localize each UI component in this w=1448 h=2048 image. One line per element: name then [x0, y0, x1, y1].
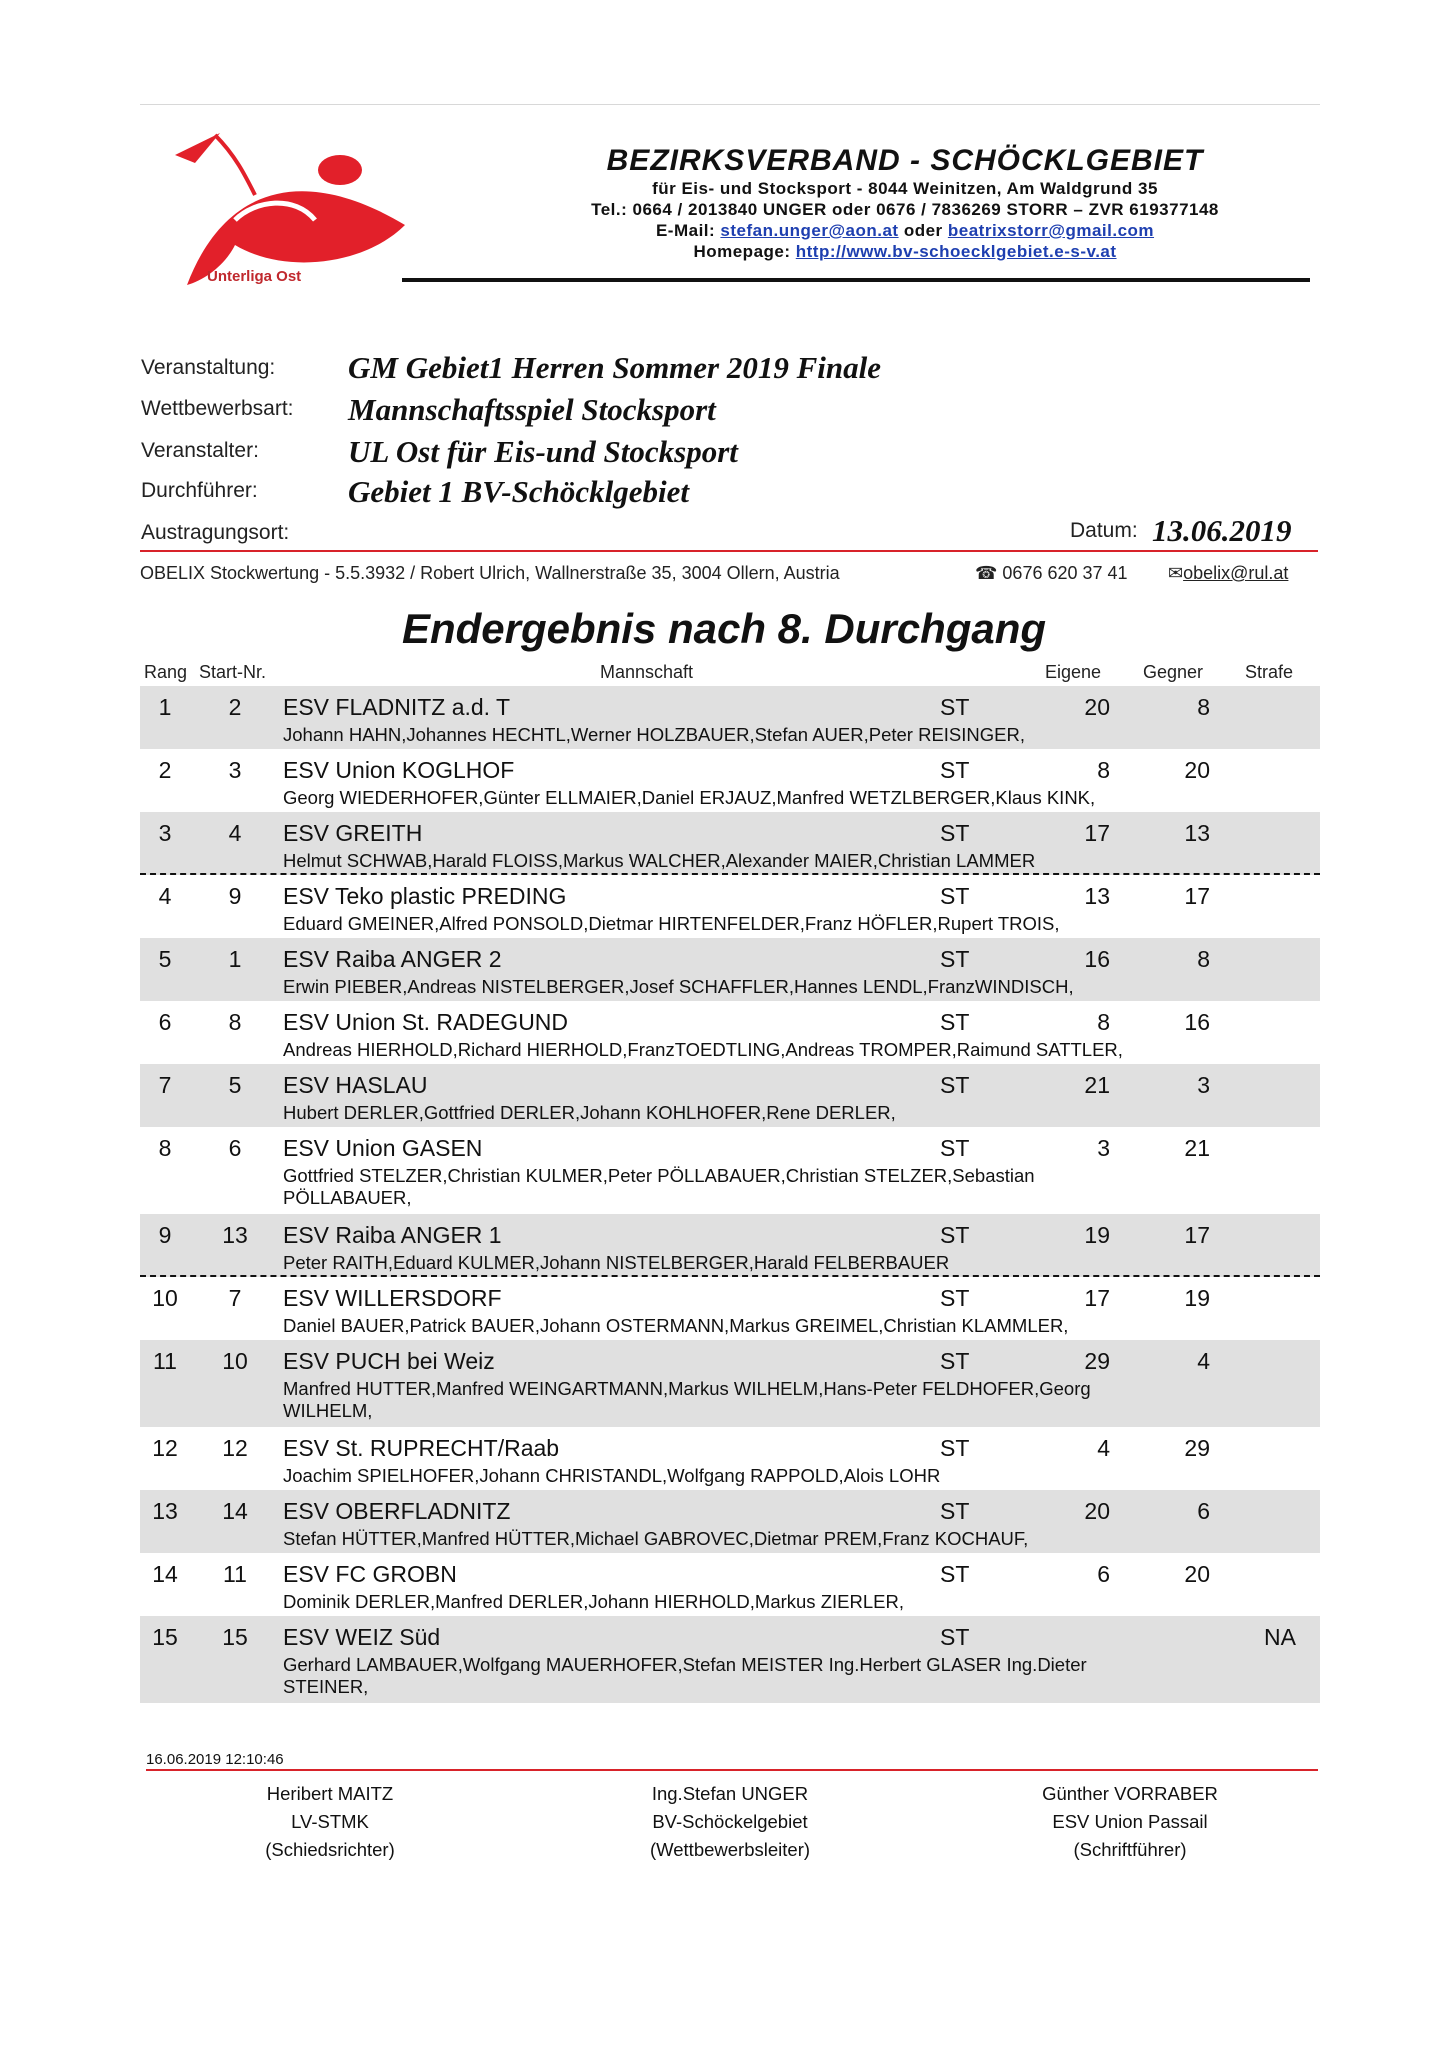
table-row — [140, 1064, 1320, 1127]
table-row — [140, 1277, 1320, 1340]
players-cell: Hubert DERLER,Gottfried DERLER,Johann KOHLHOFER,Rene DERLER, — [283, 1102, 896, 1123]
st-cell: ST — [940, 1009, 970, 1035]
logo-text: Unterliga Ost — [207, 268, 302, 285]
gegner-cell: 17 — [1184, 1222, 1210, 1248]
eigene-cell: 29 — [1084, 1348, 1110, 1374]
team-cell: ESV WEIZ Süd — [283, 1624, 441, 1650]
table-row — [140, 1001, 1320, 1064]
email-link-2[interactable]: beatrixstorr@gmail.com — [947, 221, 1155, 240]
signature-org: LV-STMK — [291, 1811, 369, 1832]
col-start: Start-Nr. — [199, 662, 267, 682]
col-strafe: Strafe — [1245, 662, 1294, 682]
rang-cell: 11 — [153, 1348, 177, 1374]
signature-referee — [180, 1780, 480, 1864]
st-cell: ST — [940, 1222, 970, 1248]
durchfuehrer-value: Gebiet 1 BV-Schöcklgebiet — [348, 474, 689, 509]
homepage-link[interactable]: http://www.bv-schoecklgebiet.e-s-v.at — [795, 242, 1117, 261]
gegner-cell: 8 — [1197, 946, 1210, 972]
table-row — [140, 1553, 1320, 1616]
start-cell: 4 — [228, 820, 242, 846]
page-title: Endergebnis nach 8. Durchgang — [401, 605, 1047, 652]
signature-role: (Schriftführer) — [1073, 1839, 1187, 1860]
table-row — [140, 749, 1320, 812]
gegner-cell: 16 — [1184, 1009, 1210, 1035]
signature-role: (Wettbewerbsleiter) — [649, 1839, 811, 1860]
team-cell: ESV WILLERSDORF — [283, 1285, 502, 1311]
st-cell: ST — [940, 1435, 970, 1461]
players-cell: Helmut SCHWAB,Harald FLOISS,Markus WALCHER,Alexander MAIER,Christian LAMMER — [283, 850, 1036, 871]
footer-red-rule — [146, 1769, 1318, 1771]
rang-cell: 4 — [158, 883, 172, 909]
team-cell: ESV Teko plastic PREDING — [283, 883, 567, 909]
gegner-cell: 29 — [1184, 1435, 1210, 1461]
players-cell: Johann HAHN,Johannes HECHTL,Werner HOLZBAUER,Stefan AUER,Peter REISINGER, — [283, 724, 1025, 745]
start-cell: 3 — [228, 757, 242, 783]
table-row — [140, 1127, 1320, 1214]
players-cell: Erwin PIEBER,Andreas NISTELBERGER,Josef SCHAFFLER,Hannes LENDL,FranzWINDISCH, — [283, 976, 1074, 997]
email-prefix: E-Mail: — [655, 221, 716, 240]
rang-cell: 5 — [158, 946, 172, 972]
contact-email-text[interactable]: obelix@rul.at — [1183, 563, 1289, 583]
email-link-1[interactable]: stefan.unger@aon.at — [720, 221, 899, 240]
gegner-cell: 3 — [1197, 1072, 1210, 1098]
start-cell: 11 — [223, 1561, 247, 1587]
team-cell: ESV HASLAU — [283, 1072, 428, 1098]
st-cell: ST — [940, 1285, 970, 1311]
eigene-cell: 17 — [1084, 1285, 1110, 1311]
start-cell: 6 — [228, 1135, 242, 1161]
veranstalter-value: UL Ost für Eis-und Stocksport — [348, 434, 738, 469]
veranstaltung-value: GM Gebiet1 Herren Sommer 2019 Finale — [348, 350, 882, 385]
signature-org: BV-Schöckelgebiet — [652, 1811, 808, 1832]
start-cell: 5 — [228, 1072, 242, 1098]
start-cell: 2 — [228, 694, 242, 720]
table-row — [140, 875, 1320, 938]
durchfuehrer-label: Durchführer: — [141, 479, 258, 502]
gegner-cell: 19 — [1184, 1285, 1210, 1311]
homepage-prefix: Homepage: — [693, 242, 791, 261]
start-cell: 10 — [222, 1348, 248, 1374]
org-title: BEZIRKSVERBAND - SCHÖCKLGEBIET — [606, 144, 1204, 177]
players-cell: Manfred HUTTER,Manfred WEINGARTMANN,Markus WILHELM,Hans-Peter FELDHOFER,Georg WILHELM, — [283, 1378, 1091, 1421]
st-cell: ST — [940, 1498, 970, 1524]
org-banner — [480, 144, 1330, 262]
col-rang: Rang — [144, 662, 188, 682]
signature-name: Ing.Stefan UNGER — [651, 1783, 809, 1804]
banner-rule — [402, 278, 1310, 282]
players-cell: Dominik DERLER,Manfred DERLER,Johann HIERHOLD,Markus ZIERLER, — [283, 1591, 904, 1612]
eigene-cell: 3 — [1097, 1135, 1110, 1161]
strafe-cell: NA — [1264, 1624, 1296, 1650]
start-cell: 7 — [228, 1285, 242, 1311]
gegner-cell: 6 — [1197, 1498, 1210, 1524]
players-cell: Gottfried STELZER,Christian KULMER,Peter PÖLLABAUER,Christian STELZER,Sebastian PÖLLABAUER, — [283, 1165, 1035, 1208]
team-cell: ESV FC GROBN — [283, 1561, 457, 1587]
eigene-cell: 17 — [1084, 820, 1110, 846]
start-cell: 14 — [222, 1498, 248, 1524]
st-cell: ST — [940, 757, 970, 783]
team-cell: ESV Raiba ANGER 1 — [283, 1222, 502, 1248]
signature-competition-leader — [580, 1780, 880, 1864]
rang-cell: 14 — [152, 1561, 178, 1587]
st-cell: ST — [940, 820, 970, 846]
rang-cell: 10 — [152, 1285, 178, 1311]
players-cell: Peter RAITH,Eduard KULMER,Johann NISTELBERGER,Harald FELBERBAUER — [283, 1252, 950, 1273]
org-homepage-line — [480, 241, 1330, 262]
players-cell: Eduard GMEINER,Alfred PONSOLD,Dietmar HIRTENFELDER,Franz HÖFLER,Rupert TROIS, — [283, 913, 1060, 934]
datum-label: Datum: — [1070, 519, 1138, 542]
table-row — [140, 812, 1320, 875]
wettbewerbsart-value: Mannschaftsspiel Stocksport — [348, 392, 716, 427]
team-cell: ESV Union KOGLHOF — [283, 757, 515, 783]
phone-number: ☎ 0676 620 37 41 — [975, 563, 1128, 583]
veranstalter-label: Veranstalter: — [141, 439, 259, 462]
table-row — [140, 686, 1320, 749]
print-timestamp: 16.06.2019 12:10:46 — [146, 1751, 284, 1768]
eigene-cell: 13 — [1084, 883, 1110, 909]
signature-role: (Schiedsrichter) — [265, 1839, 395, 1860]
austragungsort-label: Austragungsort: — [141, 521, 290, 544]
st-cell: ST — [940, 1561, 970, 1587]
team-cell: ESV Raiba ANGER 2 — [283, 946, 502, 972]
contact-email[interactable] — [1168, 563, 1288, 584]
st-cell: ST — [940, 1072, 970, 1098]
team-cell: ESV PUCH bei Weiz — [283, 1348, 495, 1374]
signature-name: Heribert MAITZ — [266, 1783, 394, 1804]
gegner-cell: 20 — [1184, 757, 1210, 783]
table-row — [140, 1214, 1320, 1277]
gegner-cell: 13 — [1184, 820, 1210, 846]
rang-cell: 2 — [158, 757, 172, 783]
results-table — [140, 686, 1320, 1703]
rang-cell: 7 — [158, 1072, 172, 1098]
players-cell: Gerhard LAMBAUER,Wolfgang MAUERHOFER,Stefan MEISTER Ing.Herbert GLASER Ing.Dieter STEINER, — [283, 1654, 1087, 1697]
st-cell: ST — [940, 883, 970, 909]
eigene-cell: 21 — [1084, 1072, 1110, 1098]
rang-cell: 15 — [152, 1624, 178, 1650]
start-cell: 9 — [228, 883, 242, 909]
st-cell: ST — [940, 1348, 970, 1374]
gegner-cell: 17 — [1184, 883, 1210, 909]
gegner-cell: 4 — [1197, 1348, 1210, 1374]
eigene-cell: 20 — [1084, 694, 1110, 720]
players-cell: Georg WIEDERHOFER,Günter ELLMAIER,Daniel ERJAUZ,Manfred WETZLBERGER,Klaus KINK, — [283, 787, 1096, 808]
team-cell: ESV GREITH — [283, 820, 423, 846]
team-cell: ESV St. RUPRECHT/Raab — [283, 1435, 560, 1461]
start-cell: 15 — [222, 1624, 248, 1650]
eigene-cell: 8 — [1097, 757, 1110, 783]
start-cell: 12 — [222, 1435, 248, 1461]
eigene-cell: 4 — [1097, 1435, 1110, 1461]
table-row — [140, 1616, 1320, 1703]
datum-value: 13.06.2019 — [1152, 513, 1292, 548]
team-cell: ESV OBERFLADNITZ — [283, 1498, 511, 1524]
top-divider — [140, 104, 1320, 105]
team-cell: ESV Union GASEN — [283, 1135, 483, 1161]
eigene-cell: 8 — [1097, 1009, 1110, 1035]
players-cell: Joachim SPIELHOFER,Johann CHRISTANDL,Wolfgang RAPPOLD,Alois LOHR — [283, 1465, 941, 1486]
rang-cell: 12 — [152, 1435, 178, 1461]
start-cell: 13 — [222, 1222, 248, 1248]
team-cell: ESV Union St. RADEGUND — [283, 1009, 569, 1035]
eigene-cell: 20 — [1084, 1498, 1110, 1524]
table-row — [140, 1340, 1320, 1427]
rang-cell: 13 — [152, 1498, 178, 1524]
envelope-icon: ✉ — [1168, 563, 1184, 583]
eigene-cell: 6 — [1097, 1561, 1110, 1587]
signature-org: ESV Union Passail — [1052, 1811, 1208, 1832]
gegner-cell: 8 — [1197, 694, 1210, 720]
table-row — [140, 938, 1320, 1001]
players-cell: Stefan HÜTTER,Manfred HÜTTER,Michael GABROVEC,Dietmar PREM,Franz KOCHAUF, — [283, 1528, 1029, 1549]
info-red-rule — [140, 550, 1318, 552]
start-cell: 8 — [228, 1009, 242, 1035]
eigene-cell: 16 — [1084, 946, 1110, 972]
st-cell: ST — [940, 694, 970, 720]
players-cell: Andreas HIERHOLD,Richard HIERHOLD,FranzTOEDTLING,Andreas TROMPER,Raimund SATTLER, — [283, 1039, 1123, 1060]
table-row — [140, 1490, 1320, 1553]
rang-cell: 3 — [158, 820, 172, 846]
signature-secretary — [980, 1780, 1280, 1864]
col-mannschaft: Mannschaft — [600, 662, 694, 682]
st-cell: ST — [940, 1624, 970, 1650]
veranstaltung-label: Veranstaltung: — [141, 356, 276, 379]
email-or: oder — [903, 221, 943, 240]
players-cell: Daniel BAUER,Patrick BAUER,Johann OSTERMANN,Markus GREIMEL,Christian KLAMMLER, — [283, 1315, 1069, 1336]
st-cell: ST — [940, 946, 970, 972]
col-eigene: Eigene — [1045, 662, 1102, 682]
rang-cell: 6 — [158, 1009, 172, 1035]
col-gegner: Gegner — [1143, 662, 1204, 682]
wettbewerbsart-label: Wettbewerbsart: — [141, 397, 294, 420]
org-phone: Tel.: 0664 / 2013840 UNGER oder 0676 / 7836269 STORR – ZVR 619377148 — [591, 200, 1219, 219]
rang-cell: 1 — [158, 694, 172, 720]
st-cell: ST — [940, 1135, 970, 1161]
rang-cell: 9 — [158, 1222, 172, 1248]
eigene-cell: 19 — [1084, 1222, 1110, 1248]
start-cell: 1 — [228, 946, 242, 972]
org-email-line — [480, 220, 1330, 241]
org-address: für Eis- und Stocksport - 8044 Weinitzen, Am Waldgrund 35 — [652, 179, 1158, 198]
signature-name: Günther VORRABER — [1042, 1783, 1218, 1804]
gegner-cell: 20 — [1184, 1561, 1210, 1587]
software-info: OBELIX Stockwertung - 5.5.3932 / Robert Ulrich, Wallnerstraße 35, 3004 Ollern, Austria — [140, 563, 840, 583]
gegner-cell: 21 — [1184, 1135, 1210, 1161]
table-row — [140, 1427, 1320, 1490]
team-cell: ESV FLADNITZ a.d. T — [283, 694, 511, 720]
rang-cell: 8 — [158, 1135, 172, 1161]
